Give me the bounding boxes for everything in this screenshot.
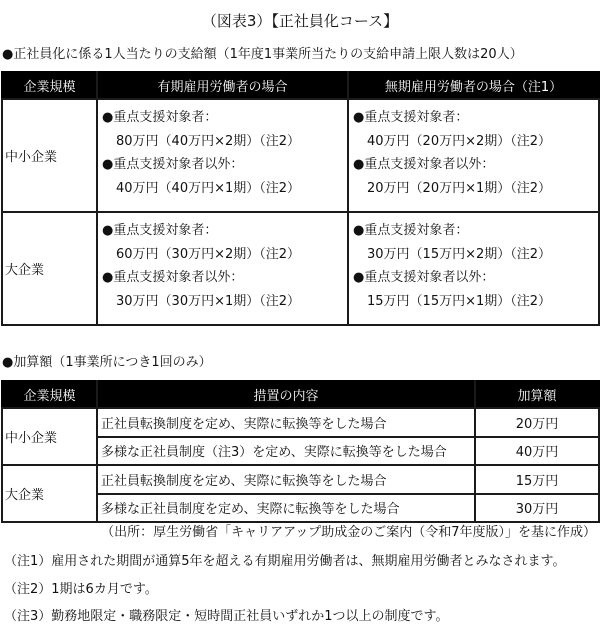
- priority-amount: 40万円（20万円×2期）（注2）: [367, 133, 552, 149]
- section-heading-bonus: ●加算額（1事業所につき1回のみ）: [2, 355, 212, 370]
- measure-cell: 正社員転換制度を定め、実際に転換等をした場合: [97, 408, 475, 437]
- source-citation: （出所：厚生労働省「キャリアアップ助成金のご案内（令和7年度版）」を基に作成）: [101, 525, 596, 540]
- priority-amount: 60万円（30万円×2期）（注2）: [116, 246, 301, 262]
- company-size-cell: 大企業: [2, 212, 97, 325]
- priority-label: ●重点支援対象者：: [102, 223, 218, 238]
- indefinite-term-cell: [348, 212, 599, 325]
- section-heading-subsidy: ●正社員化に係る1人当たりの支給額（1年度1事業所当たりの支給申請上限人数は20人）: [2, 47, 523, 62]
- priority-amount: 30万円（15万円×2期）（注2）: [367, 246, 552, 262]
- table-header-row: [2, 72, 599, 99]
- amount-cell: 20万円: [475, 408, 599, 437]
- bonus-table: [1, 380, 600, 523]
- table-header-row: [2, 381, 599, 408]
- column-header-company-size: 企業規模: [2, 381, 97, 408]
- column-header-indefinite-term: 無期雇用労働者の場合（注1）: [348, 72, 599, 99]
- company-size-cell: 中小企業: [2, 99, 97, 212]
- non-priority-amount: 30万円（30万円×1期）（注2）: [116, 293, 301, 309]
- measure-cell: 多様な正社員制度（注3）を定め、実際に転換等をした場合: [97, 437, 475, 466]
- table-row: [2, 465, 599, 494]
- priority-amount: 80万円（40万円×2期）（注2）: [116, 133, 301, 149]
- figure-title: （図表3）【正社員化コース】: [201, 12, 399, 30]
- indefinite-term-cell: [348, 99, 599, 212]
- measure-cell: 多様な正社員制度を定め、実際に転換等をした場合: [97, 494, 475, 523]
- non-priority-label: ●重点支援対象者以外：: [353, 270, 495, 285]
- fixed-term-cell: [97, 99, 348, 212]
- non-priority-label: ●重点支援対象者以外：: [102, 270, 244, 285]
- table-row: [2, 408, 599, 437]
- column-header-bonus-amount: 加算額: [475, 381, 599, 408]
- non-priority-amount: 20万円（20万円×1期）（注2）: [367, 180, 552, 196]
- footnote-2: （注2）1期は6カ月です。: [4, 582, 158, 597]
- non-priority-label: ●重点支援対象者以外：: [102, 157, 244, 172]
- non-priority-label: ●重点支援対象者以外：: [353, 157, 495, 172]
- priority-label: ●重点支援対象者：: [102, 110, 218, 125]
- non-priority-amount: 40万円（40万円×1期）（注2）: [116, 180, 301, 196]
- non-priority-amount: 15万円（15万円×1期）（注2）: [367, 293, 552, 309]
- table-row: [2, 99, 599, 212]
- company-size-cell: 大企業: [2, 465, 97, 522]
- table-row: [2, 212, 599, 325]
- priority-label: ●重点支援対象者：: [353, 223, 469, 238]
- subsidy-table: [1, 71, 600, 326]
- footnote-1: （注1）雇用された期間が通算5年を超える有期雇用労働者は、無期雇用労働者とみなされます。: [4, 554, 566, 569]
- priority-label: ●重点支援対象者：: [353, 110, 469, 125]
- amount-cell: 40万円: [475, 437, 599, 466]
- column-header-fixed-term: 有期雇用労働者の場合: [97, 72, 348, 99]
- company-size-cell: 中小企業: [2, 408, 97, 465]
- column-header-measure: 措置の内容: [97, 381, 475, 408]
- column-header-company-size: 企業規模: [2, 72, 97, 99]
- footnote-3: （注3）勤務地限定・職務限定・短時間正社員いずれか1つ以上の制度です。: [4, 609, 449, 624]
- measure-cell: 正社員転換制度を定め、実際に転換等をした場合: [97, 465, 475, 494]
- amount-cell: 30万円: [475, 494, 599, 523]
- fixed-term-cell: [97, 212, 348, 325]
- amount-cell: 15万円: [475, 465, 599, 494]
